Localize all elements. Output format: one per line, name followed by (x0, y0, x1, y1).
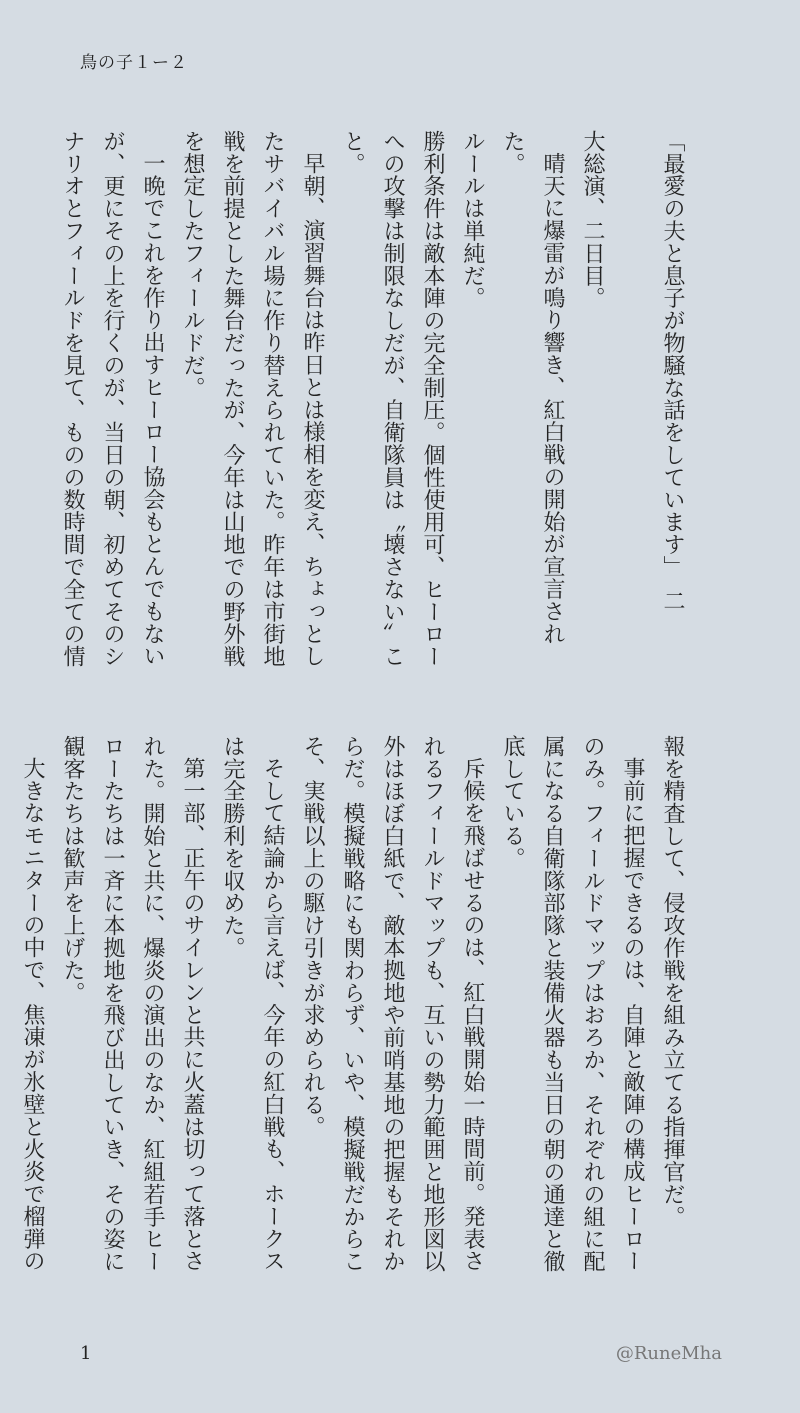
author-handle: @RuneMha (615, 1343, 722, 1364)
paragraph: 第一部、正午のサイレンと共に火蓋は切って落とされた。開始と共に、爆炎の演出のなか、紅組若手ヒーローたちは一斉に本拠地を飛び出していき、その姿に観客たちは歓声を上げた。 (60, 735, 205, 1273)
chapter-title: 「最愛の夫と息子が物騒な話をしています」 二 (660, 130, 685, 612)
text-block-top (60, 130, 692, 685)
text-block-bottom (20, 735, 692, 1290)
page-header-title: 鳥の子１ー２ (80, 53, 188, 73)
paragraph: 一晩でこれを作り出すヒーロー協会もとんでもないが、更にその上を行くのが、当日の朝、初めてそのシナリオとフィールドを見て、ものの数時間で全ての情 (60, 130, 165, 668)
paragraph: そして結論から言えば、今年の紅白戦も、ホークスは完全勝利を収めた。 (220, 735, 285, 1273)
paragraph: 早朝、演習舞台は昨日とは様相を変え、ちょっとしたサバイバル場に作り替えられていた。昨年は市街地戦を前提とした舞台だったが、今年は山地での野外戦を想定したフィールドだ。 (180, 130, 325, 668)
paragraph: 斥候を飛ばせるのは、紅白戦開始一時間前。発表されるフィールドマップも、互いの勢力範囲と地形図以外はほぼ白紙で、敵本拠地や前哨基地の把握もそれからだ。模擬戦略にも関わらず、いや、模擬戦だからこそ、実戦以上の駆け引きが求められる。 (300, 735, 485, 1273)
paragraph: 大きなモニターの中で、焦凍が氷壁と火炎で榴弾の (20, 757, 45, 1273)
paragraph: 晴天に爆雷が鳴り響き、紅白戦の開始が宣言された。 (500, 130, 565, 645)
paragraph: ルールは単純だ。 (460, 130, 485, 310)
page-number: 1 (80, 1343, 92, 1364)
paragraph: 事前に把握できるのは、自陣と敵陣の構成ヒーローのみ。フィールドマップはおろか、それぞれの組に配属になる自衛隊部隊と装備火器も当日の朝の通達と徹底している。 (500, 735, 645, 1273)
paragraph: 勝利条件は敵本陣の完全制圧。個性使用可、ヒーローへの攻撃は制限なしだが、自衛隊員は〝壊さない〟こと。 (340, 130, 445, 668)
paragraph: 報を精査して、侵攻作戦を組み立てる指揮官だ。 (660, 735, 685, 1228)
paragraph: 大総演、二日目。 (580, 130, 605, 310)
